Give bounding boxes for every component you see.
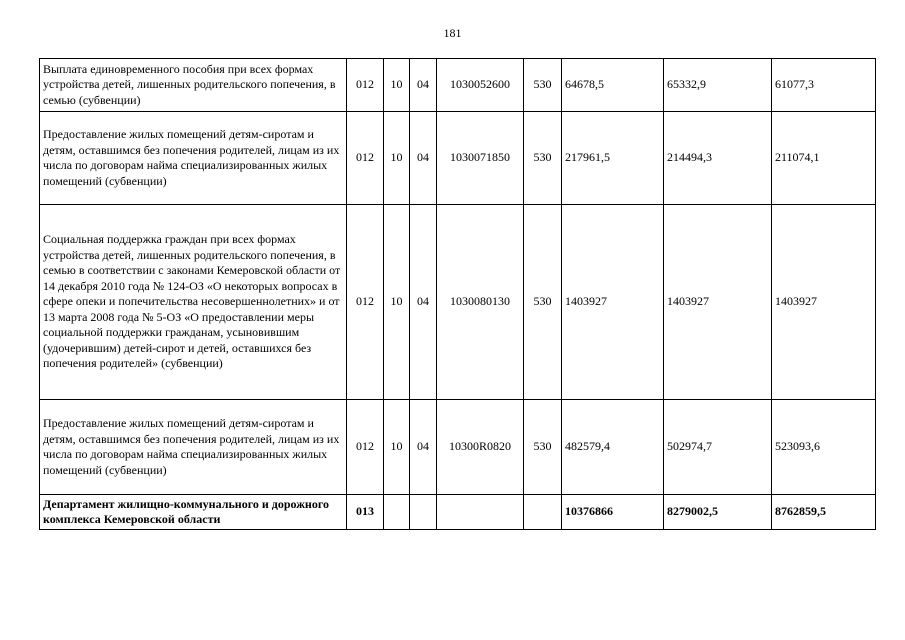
section-code: 10	[384, 112, 410, 205]
row-name: Департамент жилищно-коммунального и дорожного комплекса Кемеровской области	[40, 495, 347, 530]
amount-year-3: 8762859,5	[772, 495, 876, 530]
ministry-code: 012	[347, 112, 384, 205]
amount-year-2: 1403927	[664, 205, 772, 400]
table-row	[40, 112, 876, 205]
expense-type-code: 530	[524, 59, 562, 112]
expense-type-code: 530	[524, 112, 562, 205]
target-article-code: 1030052600	[437, 59, 524, 112]
amount-year-2: 65332,9	[664, 59, 772, 112]
expense-type-code: 530	[524, 205, 562, 400]
section-code: 10	[384, 400, 410, 495]
table-row-department-total	[40, 495, 876, 530]
subsection-code	[410, 495, 437, 530]
amount-year-1: 482579,4	[562, 400, 664, 495]
target-article-code: 1030080130	[437, 205, 524, 400]
expense-type-code: 530	[524, 400, 562, 495]
section-code	[384, 495, 410, 530]
row-name: Предоставление жилых помещений детям-сиротам и детям, оставшимся без попечения родителей, лицам из их числа по договорам найма специализированных жилых помещений (субвенции)	[40, 112, 347, 205]
page-number: 181	[443, 26, 462, 40]
amount-year-2: 214494,3	[664, 112, 772, 205]
target-article-code: 1030071850	[437, 112, 524, 205]
row-name: Социальная поддержка граждан при всех формах устройства детей, лишенных родительского попечения, в семью в соответствии с законами Кемеровской области от 14 декабря 2010 года № 124-ОЗ «О некоторых вопросах в сфере опеки и попечительства несовершеннолетних» и от 13 марта 2008 года № 5-ОЗ «О предоставлении меры социальной поддержки гражданам, усыновившим (удочерившим) детей-сирот и детей, оставшихся без попечения родителей» (субвенции)	[40, 205, 347, 400]
budget-table	[39, 58, 876, 530]
amount-year-2: 502974,7	[664, 400, 772, 495]
table-row	[40, 205, 876, 400]
section-code: 10	[384, 205, 410, 400]
amount-year-3: 211074,1	[772, 112, 876, 205]
row-name: Выплата единовременного пособия при всех формах устройства детей, лишенных родительского попечения, в семью (субвенции)	[40, 59, 347, 112]
target-article-code: 10300R0820	[437, 400, 524, 495]
expense-type-code	[524, 495, 562, 530]
amount-year-1: 10376866	[562, 495, 664, 530]
subsection-code: 04	[410, 112, 437, 205]
amount-year-3: 61077,3	[772, 59, 876, 112]
amount-year-1: 1403927	[562, 205, 664, 400]
amount-year-3: 1403927	[772, 205, 876, 400]
ministry-code: 012	[347, 205, 384, 400]
amount-year-1: 64678,5	[562, 59, 664, 112]
amount-year-3: 523093,6	[772, 400, 876, 495]
ministry-code: 013	[347, 495, 384, 530]
table-row	[40, 400, 876, 495]
subsection-code: 04	[410, 59, 437, 112]
target-article-code	[437, 495, 524, 530]
subsection-code: 04	[410, 400, 437, 495]
amount-year-1: 217961,5	[562, 112, 664, 205]
section-code: 10	[384, 59, 410, 112]
ministry-code: 012	[347, 400, 384, 495]
row-name: Предоставление жилых помещений детям-сиротам и детям, оставшимся без попечения родителей, лицам из их числа по договорам найма специализированных жилых помещений (субвенции)	[40, 400, 347, 495]
ministry-code: 012	[347, 59, 384, 112]
table-row	[40, 59, 876, 112]
subsection-code: 04	[410, 205, 437, 400]
amount-year-2: 8279002,5	[664, 495, 772, 530]
